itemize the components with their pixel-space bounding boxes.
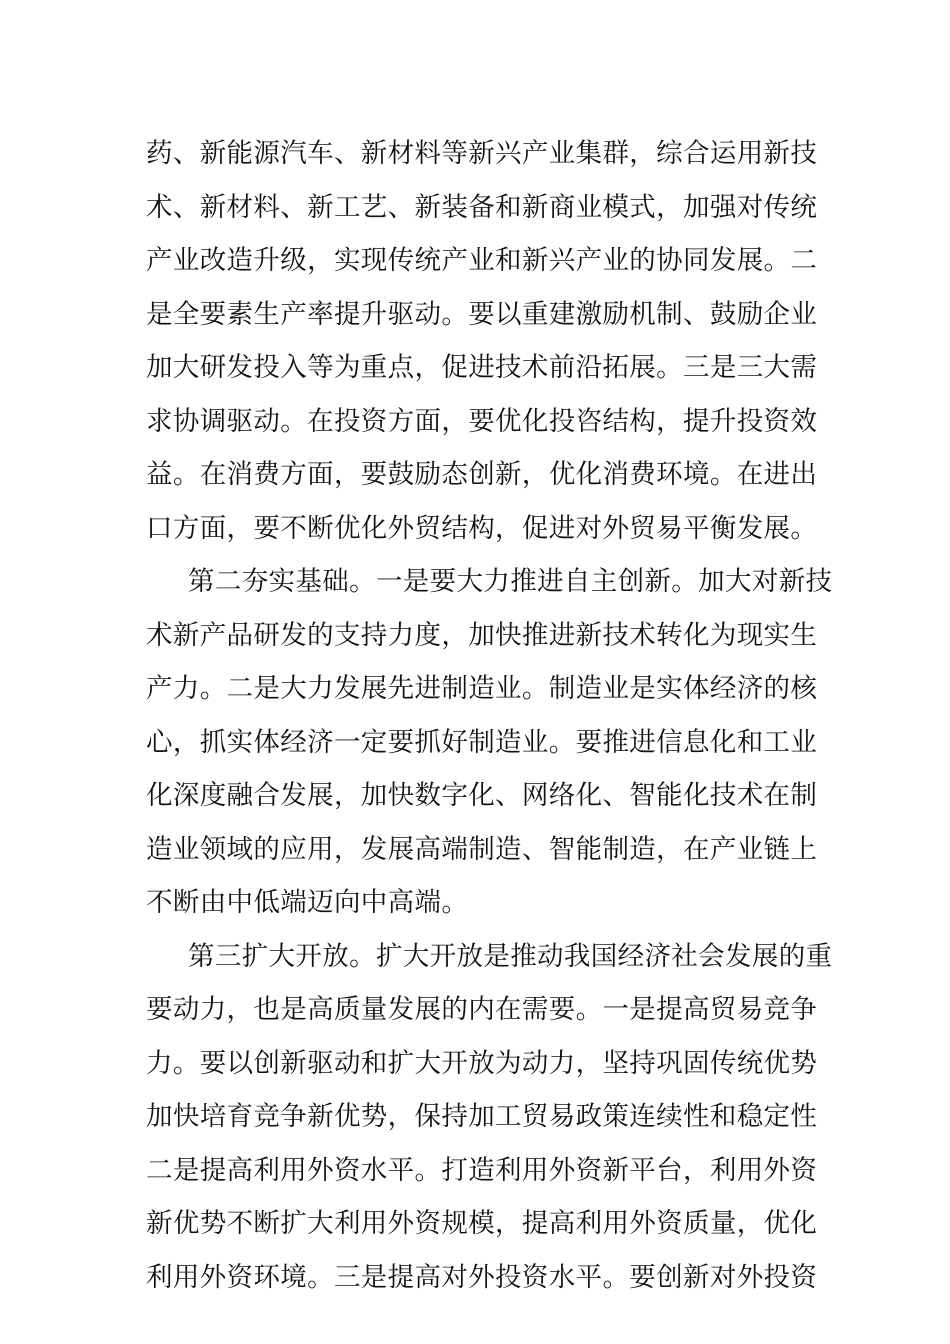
text-line: 口方面，要不断优化外贸结构，促进对外贸易平衡发展。 bbox=[146, 512, 818, 544]
text-line: 产业改造升级，实现传统产业和新兴产业的协同发展。二 bbox=[146, 245, 818, 276]
text-line: 术、新材料、新工艺、新装备和新商业模式，加强对传统 bbox=[146, 191, 818, 223]
text-line: 求协调驱动。在投资方面，要优化投咨结构，提升投资效 bbox=[146, 405, 818, 437]
paragraph-start-line: 第三扩大开放。扩大开放是推动我国经济社会发展的重 bbox=[188, 940, 833, 972]
text-line: 产力。二是大力发展先进制造业。制造业是实体经济的核 bbox=[146, 673, 818, 704]
document-body bbox=[146, 127, 833, 1304]
text-line: 是全要素生产率提升驱动。要以重建激励机制、鼓励企业 bbox=[146, 298, 818, 330]
text-line: 益。在消费方面，要鼓励态创新，优化消费环境。在进出 bbox=[146, 459, 818, 490]
text-line: 力。要以创新驱动和扩大开放为动力，坚持巩固传统优势 bbox=[146, 1047, 818, 1079]
text-line: 术新产品研发的支持力度，加快推进新技术转化为现实生 bbox=[146, 619, 818, 651]
text-line: 化深度融合发展，加快数字化、网络化、智能化技术在制 bbox=[146, 780, 818, 811]
text-line: 加快培育竞争新优势，保持加工贸易政策连续性和稳定性 bbox=[146, 1101, 818, 1132]
text-line: 心，抓实体经济一定要抓好制造业。要推进信息化和工业 bbox=[146, 726, 818, 758]
text-line: 不断由中低端迈向中高端。 bbox=[146, 887, 469, 918]
text-line: 造业领域的应用，发展高端制造、智能制造，在产业链上 bbox=[146, 833, 818, 865]
text-line: 利用外资环境。三是提高对外投资水平。要创新对外投资 bbox=[146, 1261, 818, 1293]
text-line: 要动力，也是高质量发展的内在需要。一是提高贸易竞争 bbox=[146, 994, 818, 1025]
text-line: 新优势不断扩大利用外资规模，提高利用外资质量，优化 bbox=[146, 1208, 818, 1239]
text-line: 二是提高利用外资水平。打造利用外资新平台，利用外资 bbox=[146, 1154, 818, 1186]
text-line: 加大研发投入等为重点，促进技术前沿拓展。三是三大需 bbox=[146, 352, 818, 383]
text-line: 药、新能源汽车、新材料等新兴产业集群，综合运用新技 bbox=[146, 138, 818, 169]
paragraph-start-line: 第二夯实基础。一是要大力推进自主创新。加大对新技 bbox=[188, 566, 833, 597]
